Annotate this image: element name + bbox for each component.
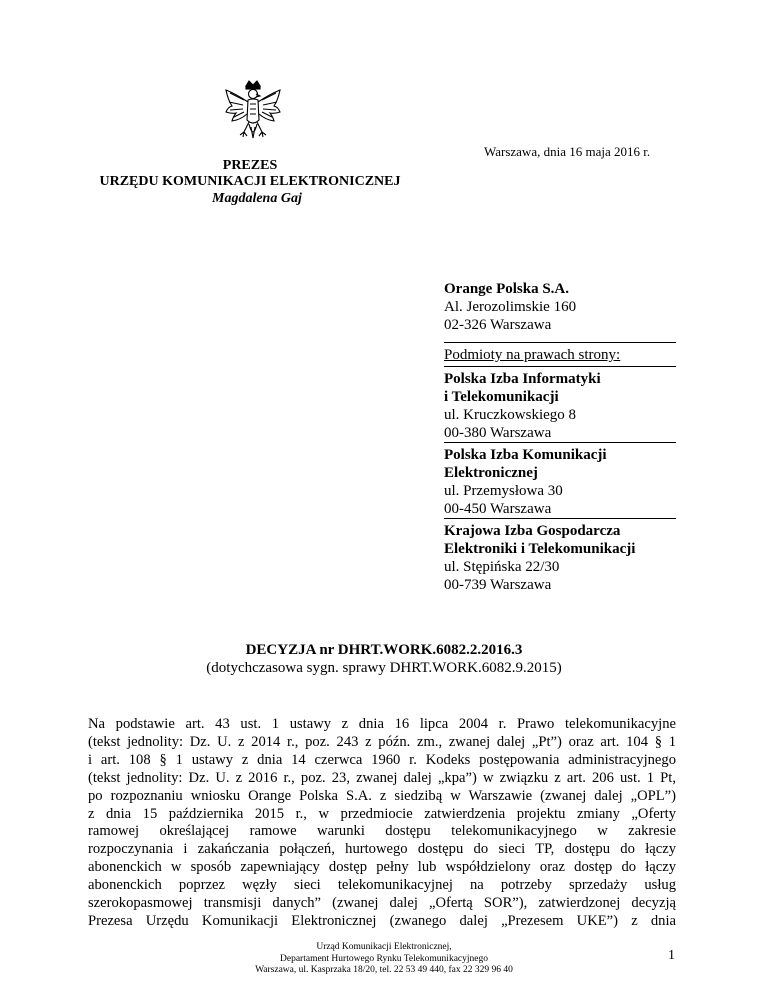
issuer-name: Magdalena Gaj bbox=[212, 191, 302, 206]
body-line: i art. 108 § 1 ustawy z dnia 14 czerwca 1960 r. Kodeks postępowania administracyjnego bbox=[88, 751, 676, 768]
party-city: 00-380 Warszawa bbox=[444, 425, 552, 441]
party-address bbox=[444, 522, 635, 594]
body-line: po rozpoznaniu wniosku Orange Polska S.A. z siedzibą w Warszawie (zwanej dalej „OPL”) bbox=[88, 787, 676, 804]
party-name-line1: Polska Izba Komunikacji bbox=[444, 447, 607, 463]
body-line: (tekst jednolity: Dz. U. z 2016 r., poz. 23, zwanej dalej „kpa”) w związku z art. 206 ust. 1 Pt, bbox=[88, 769, 676, 786]
party-street: ul. Przemysłowa 30 bbox=[444, 483, 563, 499]
body-line: szerokopasmowej transmisji danych” (zwanej dalej „Ofertą SOR”), zatwierdzonej decyzją bbox=[88, 895, 676, 912]
body-line: Na podstawie art. 43 ust. 1 ustawy z dnia 16 lipca 2004 r. Prawo telekomunikacyjne bbox=[88, 716, 676, 732]
decision-body bbox=[88, 716, 676, 931]
body-line: abonenckich poprzez węzły sieci telekomunikacyjnej na potrzeby sprzedaży usług bbox=[88, 877, 676, 894]
party-street: ul. Stępińska 22/30 bbox=[444, 559, 560, 575]
party-name-line2: i Telekomunikacji bbox=[444, 389, 559, 405]
issuer-header bbox=[88, 158, 412, 190]
divider bbox=[444, 442, 676, 443]
body-line: abonenckich w sposób zapewniający dostęp pełny lub współdzielony oraz dostęp do łączy bbox=[88, 859, 676, 876]
party-city: 00-739 Warszawa bbox=[444, 577, 552, 593]
page-number: 1 bbox=[668, 948, 675, 963]
party-address bbox=[444, 446, 607, 518]
recipient-address bbox=[444, 280, 576, 334]
body-line: rozpoczynania i zakańczania połączeń, hurtowego dostępu do sieci TP, dostępu do łączy bbox=[88, 841, 676, 858]
recipient-name: Orange Polska S.A. bbox=[444, 281, 570, 297]
party-name-line1: Krajowa Izba Gospodarcza bbox=[444, 523, 621, 539]
divider bbox=[444, 342, 676, 343]
divider bbox=[444, 366, 676, 367]
body-line: z dnia 15 października 2015 r., w przedmiocie zatwierdzenia projektu zmiany „Oferty bbox=[88, 805, 676, 822]
party-street: ul. Kruczkowskiego 8 bbox=[444, 407, 577, 423]
divider bbox=[444, 518, 676, 519]
body-line: (tekst jednolity: Dz. U. z 2014 r., poz. 243 z późn. zm., zwanej dalej „Pt”) oraz art. 104 § 1 bbox=[88, 733, 676, 750]
party-name-line2: Elektroniki i Telekomunikacji bbox=[444, 541, 636, 557]
recipient-city: 02-326 Warszawa bbox=[444, 317, 552, 333]
body-line: ramowej określającej ramowe warunki dostępu telekomunikacyjnego w zakresie bbox=[88, 823, 676, 840]
footer-office: Urząd Komunikacji Elektronicznej, bbox=[316, 942, 452, 952]
page-footer bbox=[0, 942, 768, 977]
issuer-office: URZĘDU KOMUNIKACJI ELEKTRONICZNEJ bbox=[99, 174, 401, 189]
document-date: Warszawa, dnia 16 maja 2016 r. bbox=[484, 144, 651, 159]
polish-eagle-emblem-icon bbox=[222, 80, 284, 150]
issuer-title: PREZES bbox=[222, 158, 278, 173]
decision-title: DECYZJA nr DHRT.WORK.6082.2.2016.3 bbox=[245, 642, 523, 658]
decision-heading bbox=[0, 641, 768, 677]
footer-department: Departament Hurtowego Rynku Telekomunikacyjnego bbox=[280, 953, 488, 964]
decision-subtitle: (dotychczasowa sygn. sprawy DHRT.WORK.6082.9.2015) bbox=[206, 660, 562, 676]
body-line: Prezesa Urzędu Komunikacji Elektronicznej (zwanego dalej „Prezesem UKE”) z dnia bbox=[88, 912, 676, 929]
footer-contact: Warszawa, ul. Kasprzaka 18/20, tel. 22 53 49 440, fax 22 329 96 40 bbox=[255, 965, 513, 975]
party-name-line1: Polska Izba Informatyki bbox=[444, 371, 601, 387]
party-city: 00-450 Warszawa bbox=[444, 501, 552, 517]
recipient-street: Al. Jerozolimskie 160 bbox=[444, 299, 577, 315]
party-address bbox=[444, 370, 601, 442]
party-name-line2: Elektronicznej bbox=[444, 465, 538, 481]
parties-heading: Podmioty na prawach strony: bbox=[444, 347, 621, 363]
